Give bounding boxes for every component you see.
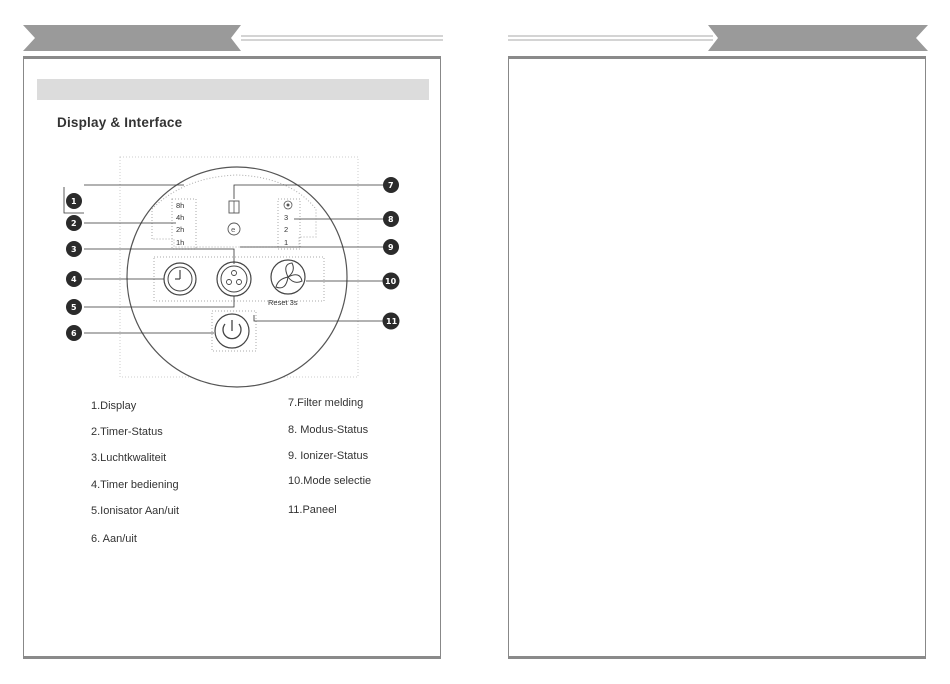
callout-badge-8 <box>383 211 399 227</box>
section-title: Display & Interface <box>57 115 183 130</box>
callout-badge-1 <box>66 193 82 209</box>
legend-item: 7.Filter melding <box>288 397 364 409</box>
reset-label: Reset 3s <box>268 298 298 307</box>
legend-item: 1.Display <box>91 400 137 412</box>
left-page <box>23 56 441 659</box>
control-panel-diagram <box>24 59 442 662</box>
legend-item: 2.Timer-Status <box>91 426 163 438</box>
fan-icon <box>271 260 305 294</box>
callout-badge-3 <box>66 241 82 257</box>
mode-label: 3 <box>284 213 289 222</box>
svg-text:3: 3 <box>71 245 77 254</box>
svg-text:6: 6 <box>71 329 77 338</box>
svg-text:9: 9 <box>388 243 394 252</box>
svg-text:7: 7 <box>388 181 394 190</box>
callout-badge-6 <box>66 325 82 341</box>
left-header-band <box>23 25 443 51</box>
timer-label: 4h <box>176 213 185 222</box>
legend-item: 11.Paneel <box>288 504 337 516</box>
right-page <box>508 56 926 659</box>
svg-text:11: 11 <box>386 317 398 326</box>
svg-text:1: 1 <box>71 197 77 206</box>
clock-icon <box>164 263 196 295</box>
fan-small-icon <box>217 262 251 296</box>
legend-item: 6. Aan/uit <box>91 533 137 545</box>
svg-text:5: 5 <box>71 303 77 312</box>
timer-label: 1h <box>176 238 185 247</box>
svg-text:8: 8 <box>388 215 394 224</box>
svg-text:10: 10 <box>385 277 397 286</box>
callout-badge-2 <box>66 215 82 231</box>
right-header-band <box>508 25 928 51</box>
svg-text:4: 4 <box>71 275 77 284</box>
callout-badge-4 <box>66 271 82 287</box>
callout-badge-10 <box>383 273 400 290</box>
timer-label: 2h <box>176 225 185 234</box>
mode-label: 2 <box>284 225 289 234</box>
legend-item: 4.Timer bediening <box>91 479 179 491</box>
legend-item: 5.Ionisator Aan/uit <box>91 505 180 517</box>
timer-label: 8h <box>176 201 185 210</box>
callout-badge-9 <box>383 239 399 255</box>
svg-text:e: e <box>231 226 236 234</box>
mode-label: 1 <box>284 238 289 247</box>
power-icon <box>215 314 249 348</box>
legend-item: 9. Ionizer-Status <box>288 450 369 462</box>
legend-item: 10.Mode selectie <box>288 475 372 487</box>
callout-badge-7 <box>383 177 399 193</box>
callout-badge-11 <box>383 313 400 330</box>
legend-item: 8. Modus-Status <box>288 424 369 436</box>
callout-badge-5 <box>66 299 82 315</box>
svg-text:2: 2 <box>71 219 77 228</box>
legend-item: 3.Luchtkwaliteit <box>91 452 167 464</box>
